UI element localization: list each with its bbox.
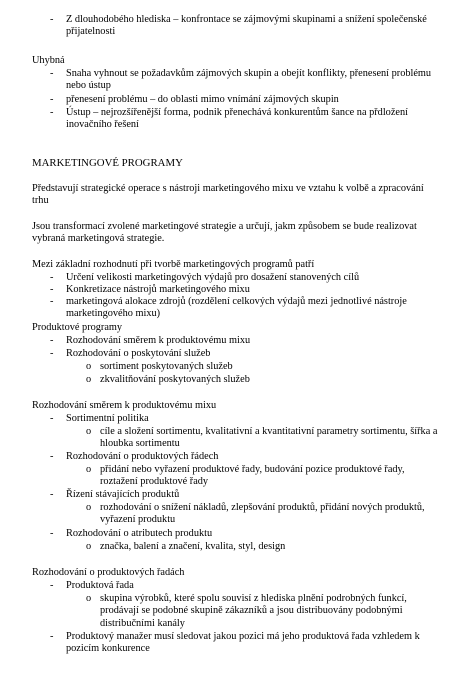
list-item bbox=[50, 107, 442, 132]
list-item bbox=[50, 528, 442, 540]
list-item-text: přenesení problému – do oblasti mimo vnímání zájmových skupin bbox=[66, 94, 339, 105]
dash-bullet-icon: - bbox=[50, 94, 54, 105]
list-item-text: Produktový manažer musí sledovat jakou pozici má jeho produktová řada vzhledem k pozicím konkurence bbox=[66, 631, 420, 655]
sub-list-item bbox=[86, 361, 444, 373]
sub-list-item bbox=[86, 593, 444, 630]
list-item bbox=[50, 413, 442, 425]
list-item bbox=[50, 489, 442, 501]
dash-bullet-icon: - bbox=[50, 335, 54, 346]
dash-bullet-icon: - bbox=[50, 348, 54, 359]
sub-list-item-text: značka, balení a značení, kvalita, styl, design bbox=[100, 541, 286, 552]
sub-list-item bbox=[86, 502, 444, 527]
paragraph: Rozhodování o produktových řadách bbox=[32, 567, 185, 578]
list-item bbox=[50, 68, 442, 93]
dash-bullet-icon: - bbox=[50, 107, 54, 118]
circle-bullet-icon: o bbox=[86, 464, 92, 475]
list-item-text: Rozhodování o poskytování služeb bbox=[66, 348, 211, 359]
section-heading: MARKETINGOVÉ PROGRAMY bbox=[32, 157, 183, 169]
dash-bullet-icon: - bbox=[50, 451, 54, 462]
list-item-text: Ústup – nejrozšířenější forma, podnik přenechává konkurentům šance na přdložení inovačního řešení bbox=[66, 107, 408, 131]
sub-list-item-text: cíle a složení sortimentu, kvalitativní a kvantitativní parametry sortimentu, šířka a hloubka sortimentu bbox=[100, 426, 438, 450]
list-item-text: Produktová řada bbox=[66, 580, 134, 591]
list-item bbox=[50, 14, 442, 39]
list-item bbox=[50, 580, 442, 592]
dash-bullet-icon: - bbox=[50, 68, 54, 79]
circle-bullet-icon: o bbox=[86, 593, 92, 604]
sub-list-item bbox=[86, 541, 444, 553]
list-item bbox=[50, 284, 442, 296]
list-item bbox=[50, 348, 442, 360]
circle-bullet-icon: o bbox=[86, 426, 92, 437]
dash-bullet-icon: - bbox=[50, 296, 54, 307]
sub-list-item-text: rozhodování o snížení nákladů, zlepšování produktů, přidání nových produktů, vyřazení produktu bbox=[100, 502, 425, 526]
list-item bbox=[50, 94, 442, 106]
dash-bullet-icon: - bbox=[50, 489, 54, 500]
list-item-text: Sortimentní politika bbox=[66, 413, 149, 424]
list-item-text: Rozhodování o atributech produktu bbox=[66, 528, 213, 539]
circle-bullet-icon: o bbox=[86, 541, 92, 552]
sub-list-item bbox=[86, 426, 444, 451]
list-item-text: Rozhodování směrem k produktovému mixu bbox=[66, 335, 251, 346]
list-item-text: Konkretizace nástrojů marketingového mixu bbox=[66, 284, 250, 295]
sub-list-item bbox=[86, 464, 444, 489]
paragraph-uhybna: Uhybná bbox=[32, 55, 65, 66]
paragraph: Jsou transformací zvolené marketingové strategie a určují, jakm způsobem se bude realizovat vybraná marketingová strategie. bbox=[32, 221, 417, 245]
list-item bbox=[50, 451, 442, 463]
sub-list-item bbox=[86, 374, 444, 386]
paragraph: Rozhodování směrem k produktovému mixu bbox=[32, 400, 217, 411]
list-item bbox=[50, 631, 442, 656]
list-item-text: Řízení stávajících produktů bbox=[66, 489, 180, 500]
list-item-text: Snaha vyhnout se požadavkům zájmových skupin a obejít konflikty, přenesení problému nebo ústup bbox=[66, 68, 432, 92]
circle-bullet-icon: o bbox=[86, 361, 92, 372]
sub-list-item-text: sortiment poskytovaných služeb bbox=[100, 361, 233, 372]
dash-bullet-icon: - bbox=[50, 272, 54, 283]
list-item bbox=[50, 335, 442, 347]
paragraph: Produktové programy bbox=[32, 322, 123, 333]
dash-bullet-icon: - bbox=[50, 14, 54, 25]
paragraph: Představují strategické operace s nástroji marketingového mixu ve vztahu k volbě a zpracování trhu bbox=[32, 183, 424, 207]
list-item-text: Určení velikosti marketingových výdajů pro dosažení stanovených cílů bbox=[66, 272, 360, 283]
dash-bullet-icon: - bbox=[50, 631, 54, 642]
sub-list-item-text: přidání nebo vyřazení produktové řady, budování pozice produktové řady, roztažení produktové řady bbox=[100, 464, 405, 488]
paragraph: Mezi základní rozhodnutí při tvorbě marketingových programů patří bbox=[32, 259, 315, 270]
list-item-text: Rozhodování o produktových řádech bbox=[66, 451, 219, 462]
sub-list-item-text: skupina výrobků, které spolu souvisí z hlediska plnění podrobných funkcí, prodávají se podobné skupině zákazníků a jsou distribuovány podobnými distribučními kanály bbox=[100, 593, 407, 629]
list-item bbox=[50, 272, 442, 284]
dash-bullet-icon: - bbox=[50, 284, 54, 295]
list-item bbox=[50, 296, 442, 321]
circle-bullet-icon: o bbox=[86, 374, 92, 385]
dash-bullet-icon: - bbox=[50, 528, 54, 539]
dash-bullet-icon: - bbox=[50, 413, 54, 424]
list-item-text: marketingová alokace zdrojů (rozdělení celkových výdajů mezi jednotlivé nástroje marketingového mixu) bbox=[66, 296, 407, 320]
circle-bullet-icon: o bbox=[86, 502, 92, 513]
sub-list-item-text: zkvalitňování poskytovaných služeb bbox=[100, 374, 250, 385]
dash-bullet-icon: - bbox=[50, 580, 54, 591]
list-item-text: Z dlouhodobého hlediska – konfrontace se zájmovými skupinami a snížení společenské přijatelnosti bbox=[66, 14, 427, 38]
